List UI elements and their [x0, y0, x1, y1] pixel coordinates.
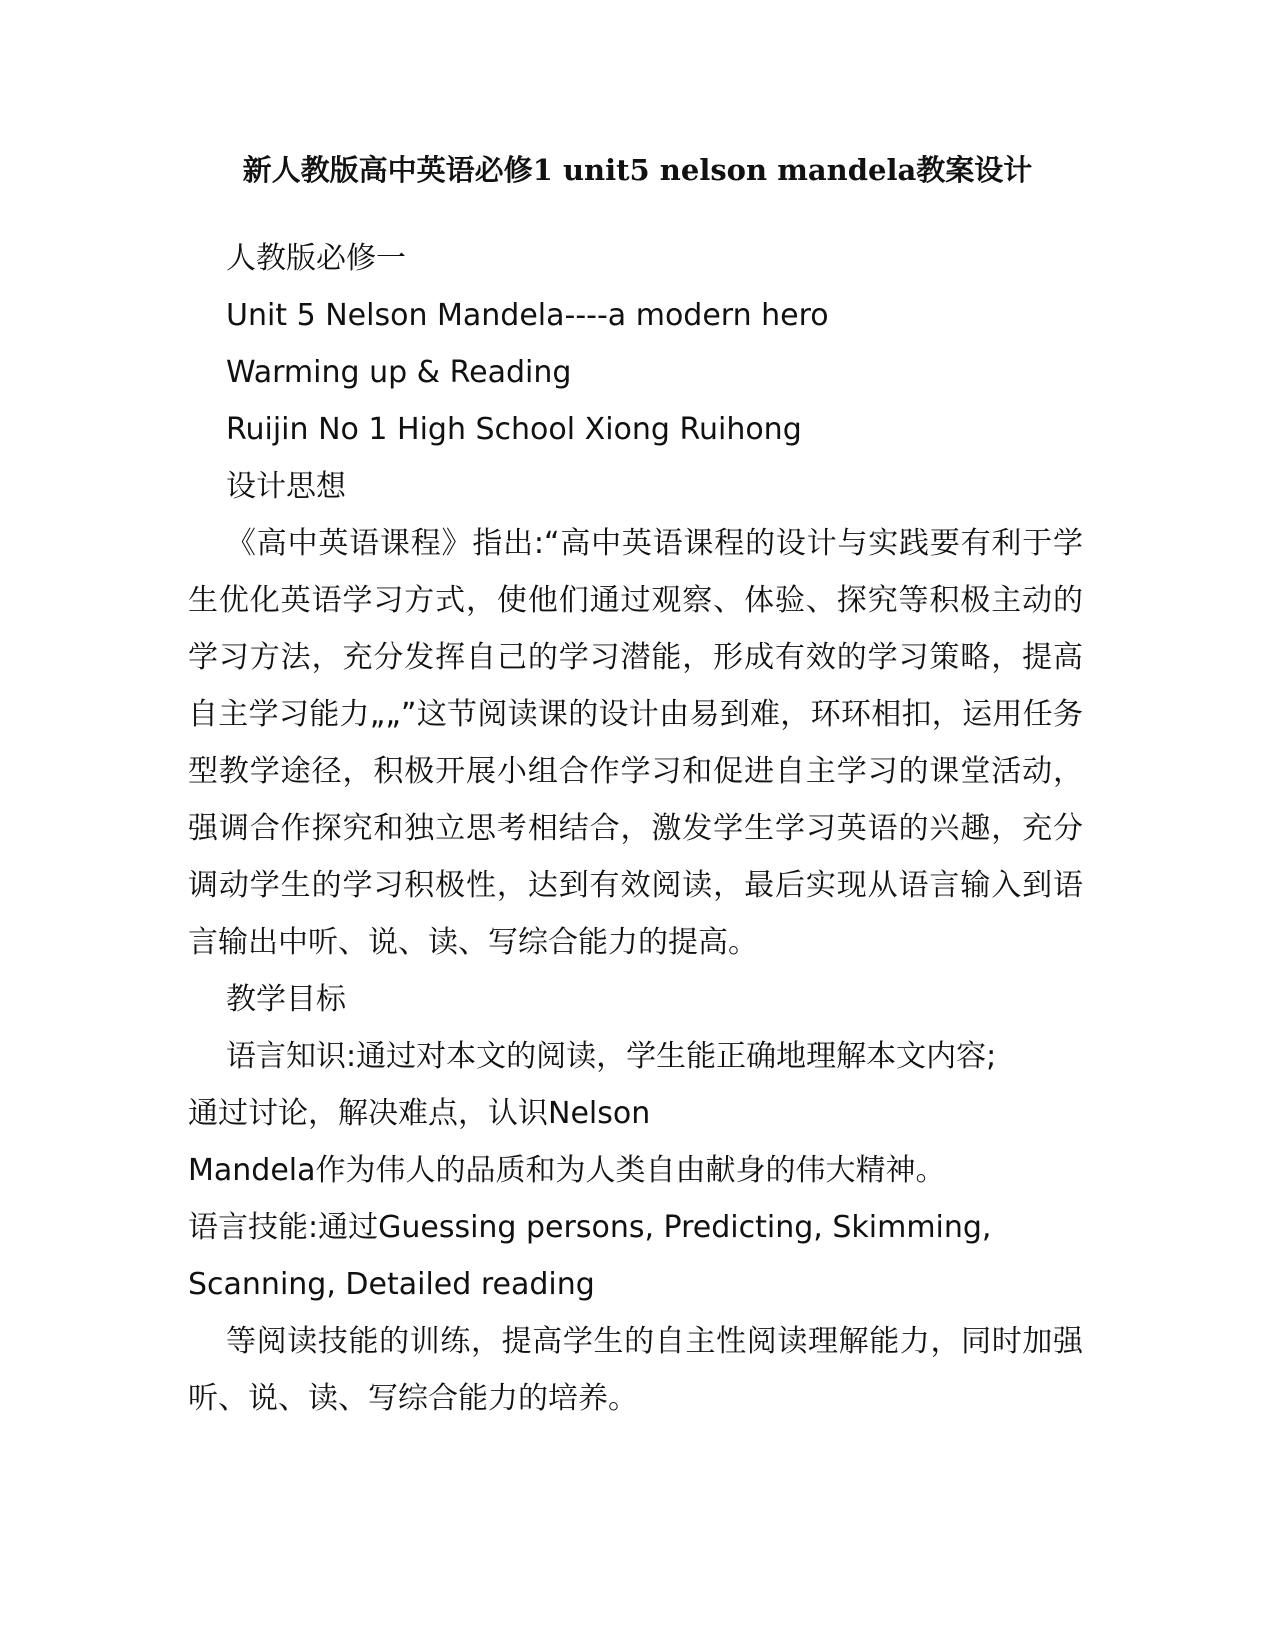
lesson-title: Warming up & Reading [226, 355, 572, 390]
design-heading: 设计思想 [226, 469, 346, 504]
skills-line-1: 语言技能:通过Guessing persons, Predicting, Skimming, [188, 1210, 992, 1245]
objectives-heading: 教学目标 [226, 982, 346, 1017]
document-body [188, 230, 1083, 1427]
textbook-label: 人教版必修一 [226, 241, 406, 276]
unit-title: Unit 5 Nelson Mandela----a modern hero [226, 298, 829, 333]
knowledge-line-1: 语言知识:通过对本文的阅读，学生能正确地理解本文内容; [226, 1039, 997, 1074]
knowledge-line-2: 通过讨论，解决难点，认识Nelson [188, 1096, 651, 1131]
knowledge-line-3: Mandela作为伟人的品质和为人类自由献身的伟大精神。 [188, 1153, 946, 1188]
skills-line-2: Scanning, Detailed reading [188, 1267, 595, 1302]
skills-paragraph: 等阅读技能的训练，提高学生的自主性阅读理解能力，同时加强听、说、读、写综合能力的培养。 [188, 1324, 1083, 1416]
design-paragraph: 《高中英语课程》指出:“高中英语课程的设计与实践要有利于学生优化英语学习方式，使他们通过观察、体验、探究等积极主动的学习方法，充分发挥自己的学习潜能，形成有效的学习策略，提高自主学习能力„„”这节阅读课的设计由易到难，环环相扣，运用任务型教学途径，积极开展小组合作学习和促进自主学习的课堂活动，强调合作探究和独立思考相结合，激发学生学习英语的兴趣，充分调动学生的学习积极性，达到有效阅读，最后实现从语言输入到语言输出中听、说、读、写综合能力的提高。 [188, 526, 1083, 960]
document-title: 新人教版高中英语必修1 unit5 nelson mandela教案设计 [242, 153, 1033, 187]
author-line: Ruijin No 1 High School Xiong Ruihong [226, 412, 802, 447]
